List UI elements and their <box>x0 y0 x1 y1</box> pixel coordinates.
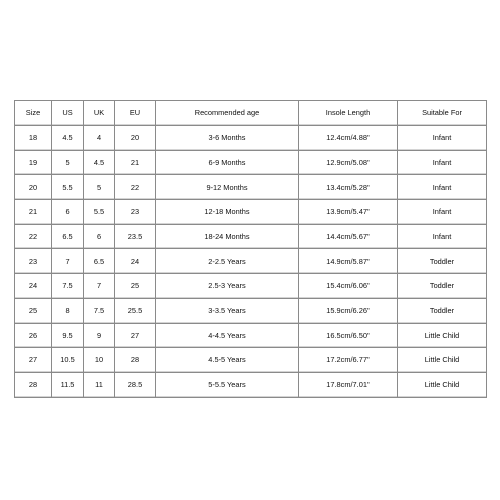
cell-us: 4.5 <box>52 126 84 151</box>
cell-insole-length: 12.9cm/5.08'' <box>299 150 398 175</box>
cell-suitable-for: Infant <box>398 150 487 175</box>
table-row <box>15 175 487 200</box>
cell-eu: 22 <box>115 175 156 200</box>
cell-recommended-age: 4.5-5 Years <box>156 348 299 373</box>
cell-us: 5 <box>52 150 84 175</box>
cell-us: 7 <box>52 249 84 274</box>
cell-uk: 5.5 <box>84 200 115 225</box>
cell-uk: 6 <box>84 224 115 249</box>
cell-size: 22 <box>15 224 52 249</box>
cell-recommended-age: 4-4.5 Years <box>156 323 299 348</box>
cell-eu: 28 <box>115 348 156 373</box>
cell-us: 8 <box>52 298 84 323</box>
cell-recommended-age: 2-2.5 Years <box>156 249 299 274</box>
cell-uk: 6.5 <box>84 249 115 274</box>
table-row <box>15 249 487 274</box>
cell-us: 7.5 <box>52 274 84 299</box>
cell-eu: 23 <box>115 200 156 225</box>
cell-eu: 20 <box>115 126 156 151</box>
cell-eu: 25.5 <box>115 298 156 323</box>
table-header <box>15 101 487 126</box>
cell-us: 5.5 <box>52 175 84 200</box>
column-header-suitable-for: Suitable For <box>398 101 487 126</box>
header-row <box>15 101 487 126</box>
cell-us: 6.5 <box>52 224 84 249</box>
cell-suitable-for: Toddler <box>398 274 487 299</box>
cell-suitable-for: Infant <box>398 200 487 225</box>
cell-eu: 23.5 <box>115 224 156 249</box>
cell-uk: 9 <box>84 323 115 348</box>
cell-insole-length: 13.4cm/5.28'' <box>299 175 398 200</box>
table-row <box>15 126 487 151</box>
cell-recommended-age: 6-9 Months <box>156 150 299 175</box>
column-header-uk: UK <box>84 101 115 126</box>
cell-recommended-age: 5-5.5 Years <box>156 372 299 397</box>
cell-insole-length: 14.9cm/5.87'' <box>299 249 398 274</box>
cell-insole-length: 14.4cm/5.67'' <box>299 224 398 249</box>
cell-insole-length: 17.8cm/7.01'' <box>299 372 398 397</box>
cell-insole-length: 15.4cm/6.06'' <box>299 274 398 299</box>
table-row <box>15 200 487 225</box>
cell-us: 10.5 <box>52 348 84 373</box>
cell-suitable-for: Little Child <box>398 348 487 373</box>
cell-eu: 25 <box>115 274 156 299</box>
cell-recommended-age: 18-24 Months <box>156 224 299 249</box>
cell-uk: 4 <box>84 126 115 151</box>
column-header-eu: EU <box>115 101 156 126</box>
cell-size: 26 <box>15 323 52 348</box>
cell-us: 9.5 <box>52 323 84 348</box>
cell-suitable-for: Infant <box>398 224 487 249</box>
cell-insole-length: 12.4cm/4.88'' <box>299 126 398 151</box>
cell-eu: 28.5 <box>115 372 156 397</box>
cell-size: 18 <box>15 126 52 151</box>
cell-recommended-age: 3-6 Months <box>156 126 299 151</box>
cell-recommended-age: 3-3.5 Years <box>156 298 299 323</box>
cell-uk: 7.5 <box>84 298 115 323</box>
cell-recommended-age: 12-18 Months <box>156 200 299 225</box>
cell-suitable-for: Infant <box>398 175 487 200</box>
cell-uk: 10 <box>84 348 115 373</box>
cell-uk: 11 <box>84 372 115 397</box>
column-header-insole-length: Insole Length <box>299 101 398 126</box>
cell-insole-length: 16.5cm/6.50'' <box>299 323 398 348</box>
table-row <box>15 224 487 249</box>
cell-eu: 24 <box>115 249 156 274</box>
cell-suitable-for: Toddler <box>398 249 487 274</box>
table-row <box>15 372 487 397</box>
column-header-size: Size <box>15 101 52 126</box>
column-header-us: US <box>52 101 84 126</box>
cell-size: 25 <box>15 298 52 323</box>
cell-uk: 4.5 <box>84 150 115 175</box>
table-body <box>15 126 487 398</box>
cell-suitable-for: Infant <box>398 126 487 151</box>
cell-recommended-age: 9-12 Months <box>156 175 299 200</box>
cell-size: 28 <box>15 372 52 397</box>
cell-uk: 5 <box>84 175 115 200</box>
cell-size: 23 <box>15 249 52 274</box>
cell-insole-length: 15.9cm/6.26'' <box>299 298 398 323</box>
cell-us: 6 <box>52 200 84 225</box>
cell-size: 21 <box>15 200 52 225</box>
cell-size: 19 <box>15 150 52 175</box>
cell-size: 20 <box>15 175 52 200</box>
column-header-recommended-age: Recommended age <box>156 101 299 126</box>
cell-eu: 27 <box>115 323 156 348</box>
cell-suitable-for: Little Child <box>398 372 487 397</box>
cell-size: 24 <box>15 274 52 299</box>
table-row <box>15 323 487 348</box>
cell-us: 11.5 <box>52 372 84 397</box>
cell-recommended-age: 2.5-3 Years <box>156 274 299 299</box>
cell-size: 27 <box>15 348 52 373</box>
table-row <box>15 298 487 323</box>
cell-insole-length: 17.2cm/6.77'' <box>299 348 398 373</box>
table-row <box>15 274 487 299</box>
size-chart-table <box>14 100 487 398</box>
table-row <box>15 348 487 373</box>
cell-uk: 7 <box>84 274 115 299</box>
cell-suitable-for: Toddler <box>398 298 487 323</box>
cell-eu: 21 <box>115 150 156 175</box>
cell-insole-length: 13.9cm/5.47'' <box>299 200 398 225</box>
cell-suitable-for: Little Child <box>398 323 487 348</box>
table-row <box>15 150 487 175</box>
